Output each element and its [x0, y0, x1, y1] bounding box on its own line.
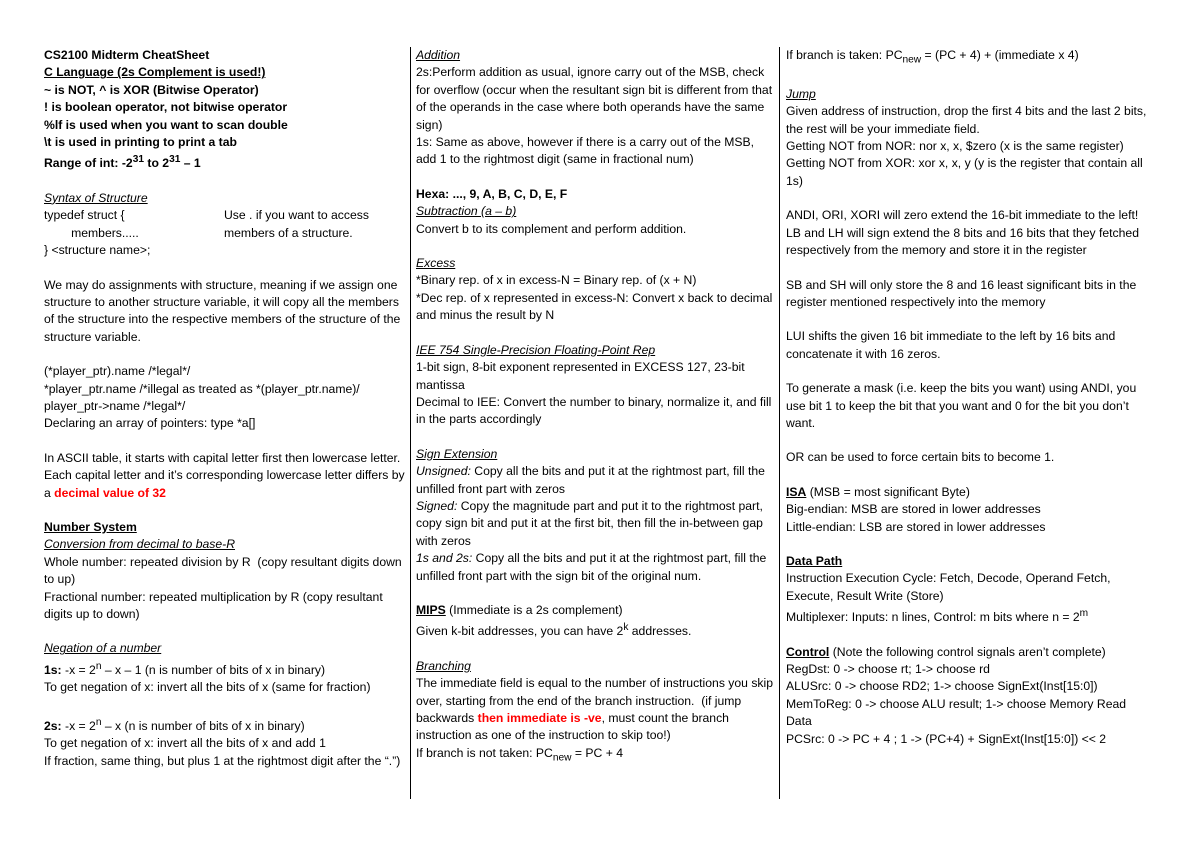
little-endian: Little-endian: LSB are stored in lower addresses — [786, 519, 1046, 534]
column-1 — [44, 47, 409, 770]
conversion-heading: Conversion from decimal to base-R — [44, 537, 236, 552]
twos-complement-formula: 2s: $-x = 2^n - x$ (n is number of bits of x in binary) — [44, 716, 305, 733]
regdst: RegDst: 0 -> choose rt; 1-> choose rd — [786, 662, 990, 677]
mask: To generate a mask (i.e. keep the bits you want) using ANDI, you use bit 1 to keep the bit that you want and 0 for the bit you don’t want. — [786, 381, 1140, 430]
isa-heading-line: ISA (MSB = most significant Byte) — [786, 484, 970, 499]
subtraction-heading: Subtraction (a – b) — [416, 204, 517, 219]
addition-1s: 1s: Same as above, however if there is a carry out of the MSB, add 1 to the rightmost digit (same in fractional num) — [416, 135, 758, 167]
ones-complement-rule: To get negation of x: invert all the bits of x (same for fraction) — [44, 680, 371, 695]
sign-extension-heading: Sign Extension — [416, 446, 498, 461]
jump-heading: Jump — [786, 86, 816, 101]
big-endian: Big-endian: MSB are stored in lower addresses — [786, 502, 1041, 517]
lui: LUI shifts the given 16 bit immediate to the left by 16 bits and concatenate it with 16 zeros. — [786, 329, 1119, 361]
sign-ext-unsigned: Unsigned: Copy all the bits and put it at the rightmost part, fill the unfilled front part with zeros — [416, 464, 769, 496]
control-heading-line: Control (Note the following control signals aren’t complete) — [786, 644, 1106, 659]
execution-cycle: Instruction Execution Cycle: Fetch, Decode, Operand Fetch, Execute, Result Write (Store) — [786, 571, 1114, 603]
mips-heading-line: MIPS (Immediate is a 2s complement) — [416, 602, 623, 617]
pcsrc: PCSrc: 0 -> PC + 4 ; 1 -> (PC+4) + SignExt(Inst[15:0]) << 2 — [786, 731, 1107, 746]
excess-rule-1: *Binary rep. of x in excess-N = Binary rep. of (x + N) — [416, 273, 697, 288]
isa-heading: ISA — [786, 484, 807, 499]
addition-2s: 2s:Perform addition as usual, ignore carry out of the MSB, check for overflow (occur when the resultant sign bit is different from that of the operands in the case where both operands have the same sign) — [416, 65, 776, 132]
column-2 — [416, 47, 777, 767]
excess-heading: Excess — [416, 256, 456, 271]
fractional-number-rule: Fractional number: repeated multiplication by R (copy resultant digits up to down) — [44, 589, 387, 622]
pointer-line-2: *player_ptr.name /*illegal as treated as *(player_ptr.name)/ — [44, 381, 360, 396]
pointer-line-3: player_ptr->name /*legal*/ — [44, 398, 186, 413]
pointer-line-1: (*player_ptr).name /*legal*/ — [44, 364, 191, 379]
excess-rule-2: *Dec rep. of x represented in excess-N: Convert x back to decimal and minus the result by N — [416, 290, 776, 323]
control-heading: Control — [786, 644, 830, 659]
iee754-conversion: Decimal to IEE: Convert the number to binary, normalize it, and fill in the parts accordingly — [416, 394, 775, 427]
c-boolean-op: ! is boolean operator, not bitwise operator — [44, 100, 288, 115]
ones-complement-formula: 1s: $-x = 2^n - x - 1$ (n is number of bits of x in binary) — [44, 660, 326, 677]
cheatsheet-title: CS2100 Midterm CheatSheet — [44, 48, 210, 62]
twos-complement-rule: To get negation of x: invert all the bits of x and add 1 — [44, 736, 326, 751]
c-lf-format: %lf is used when you want to scan double — [44, 117, 288, 132]
column-divider-2 — [779, 47, 780, 799]
subtraction-text: Convert b to its complement and perform addition. — [416, 221, 687, 236]
mips-heading: MIPS — [416, 602, 446, 617]
branch-not-taken: If branch is not taken: $PC_{new}$ = PC + 4 — [416, 745, 623, 764]
sign-ext-1s-2s: 1s and 2s: Copy all the bits and put it at the rightmost part, fill the unfilled front part with the sign bit of the original num. — [416, 551, 770, 583]
mips-addresses: Given k-bit addresses, you can have 2$^k$ addresses. — [416, 622, 692, 639]
lb-lh: LB and LH will sign extend the 8 bits and 16 bits that they fetched respectively from the memory and store it in the register — [786, 225, 1143, 258]
hexa-digits: Hexa: ..., 9, A, B, C, D, E, F — [416, 186, 568, 201]
syntax-line-3: } <structure name>; — [44, 243, 151, 258]
c-not-xor: ~ is NOT, ^ is XOR (Bitwise Operator) — [44, 82, 259, 97]
not-from-xor: Getting NOT from XOR: xor x, x, y (y is the register that contain all 1s) — [786, 156, 1147, 188]
multiplexer: Multiplexer: Inputs: n lines, Control: m bits where $n = 2^m$ — [786, 608, 1089, 625]
jump-text: Given address of instruction, drop the first 4 bits and the last 2 bits, the rest will be your immediate field. — [786, 104, 1150, 136]
syntax-heading: Syntax of Structure — [44, 190, 148, 205]
c-int-range: Range of int: $-2^{31}$ to $2^{31} - 1$ — [44, 154, 201, 171]
negation-heading: Negation of a number — [44, 641, 162, 656]
addition-heading: Addition — [416, 48, 461, 62]
iee754-heading: IEE 754 Single-Precision Floating-Point Rep — [416, 342, 656, 357]
branch-taken: If branch is taken: $PC_{new} = (PC + 4)$ + (immediate x 4) — [786, 48, 1079, 66]
whole-number-rule: Whole number: repeated division by R (copy resultant digits down to up) — [44, 554, 406, 587]
twos-complement-fraction: If fraction, same thing, but plus 1 at the rightmost digit after the “.”) — [44, 753, 401, 768]
memtoreg: MemToReg: 0 -> choose ALU result; 1-> choose Memory Read Data — [786, 696, 1130, 729]
or-force: OR can be used to force certain bits to become 1. — [786, 450, 1055, 465]
struct-assign-paragraph: We may do assignments with structure, meaning if we assign one structure to another structure variable, it will copy all the members of the structure into the respective members of the structure of the structure variable. — [44, 277, 404, 344]
c-language-heading: C Language (2s Complement is used!) — [44, 65, 266, 80]
branching-text: The immediate field is equal to the number of instructions you skip over, starting from the end of the branch instruction. (if jump backwards then immediate is -ve, must count the branch instruction as one of the instruction to skip too!) — [416, 676, 777, 743]
ascii-paragraph: In ASCII table, it starts with capital letter first then lowercase letter. Each capital letter and it’s corresponding lowercase letter differs by a decimal value of 32 — [44, 450, 409, 500]
sb-sh: SB and SH will only store the 8 and 16 least significant bits in the register mentioned respectively into the memory — [786, 277, 1140, 309]
column-3 — [786, 47, 1148, 748]
andi-ori-xori: ANDI, ORI, XORI will zero extend the 16-bit immediate to the left! — [786, 208, 1139, 223]
not-from-nor: Getting NOT from NOR: nor x, x, $zero (x is the same register) — [786, 139, 1124, 154]
iee754-format: 1-bit sign, 8-bit exponent represented in EXCESS 127, 23-bit mantissa — [416, 360, 748, 392]
branching-heading: Branching — [416, 658, 471, 673]
number-system-heading: Number System — [44, 520, 137, 534]
syntax-line-1: typedef struct { Use . if you want to access — [44, 208, 369, 223]
sign-ext-signed: Signed: Copy the magnitude part and put it to the rightmost part, copy sign bit and put it at the first bit, then fill the in-between gap with zeros — [416, 498, 767, 548]
alusrc: ALUSrc: 0 -> choose RD2; 1-> choose SignExt(Inst[15:0]) — [786, 679, 1098, 694]
datapath-heading: Data Path — [786, 553, 843, 568]
syntax-line-2: members..... members of a structure. — [44, 225, 353, 240]
column-divider-1 — [410, 47, 411, 799]
c-tab-escape: \t is used in printing to print a tab — [44, 135, 237, 150]
pointer-line-4: Declaring an array of pointers: type *a[] — [44, 416, 256, 431]
